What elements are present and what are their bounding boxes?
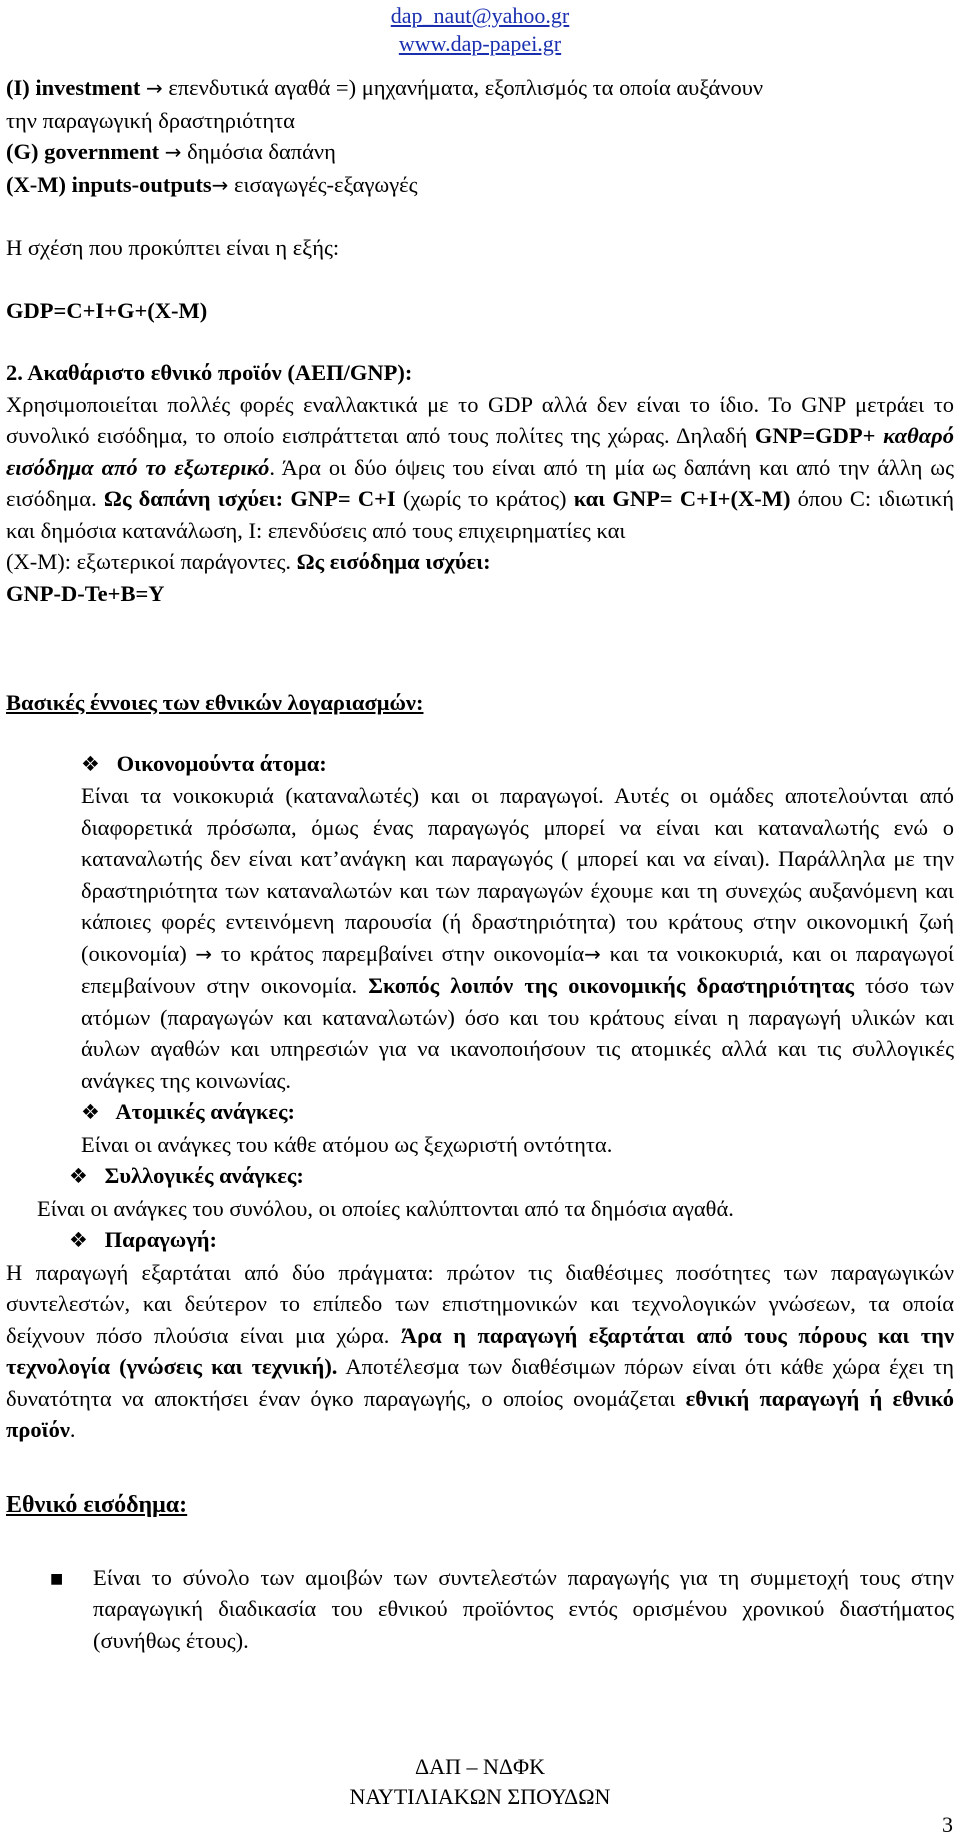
production-heading [69,1224,954,1257]
io-term: (X-M) inputs-outputs [6,171,212,197]
arrow-icon: → [195,941,213,966]
gdp-formula: GDP=C+I+G+(X-M) [6,297,208,323]
production-p1: Η παραγωγή εξαρτάται από δύο πράγματα: πρώτον τις διαθέσιμες ποσότητες των παραγωγικών συντελεστών, και δεύτερον το επίπεδο των επιστημονικών και τεχνολογικών γνώσεων, τα οποία δείχνουν πόσο πλούσια είναι μια χώρα. [6,1259,954,1348]
national-income-heading: Εθνικό εισόδημα: [6,1491,188,1518]
households-p1: Είναι τα νοικοκυριά (καταναλωτές) και οι παραγωγοί. Αυτές οι ομάδες αποτελούνται από διαφορετικά πρόσωπα, όμως ένας παραγωγός μπορεί να είναι και καταναλωτής ενώ ο καταναλωτής δεν είναι κατ’ανάγκη και παραγωγός ( μπορεί και να είναι). Παράλληλα με την δραστηριότητα των καταναλωτών και των παραγωγών έχουμε και τη συνεχώς αυξανόμενη και κάποιες φορές εντεινόμενη παρουσία (ή δραστηριότητα) του κράτους στην οικονομική ζωή (οικονομία) [81,783,954,966]
arrow-icon: → [584,941,601,966]
footer-line-2: ΝΑΥΤΙΛΙΑΚΩΝ ΣΠΟΥΔΩΝ [349,1784,611,1809]
header [6,2,954,58]
arrow-icon: → [164,140,182,164]
households-p2: το κράτος παρεμβαίνει στην οικονομία [212,940,585,966]
def-inputs-outputs [6,169,954,202]
gnp-s11: Ως εισόδημα ισχύει: [296,549,491,574]
basic-concepts-title: Βασικές έννοιες των εθνικών λογαριασμών: [6,690,424,715]
national-income-item [50,1562,954,1657]
collective-needs-heading-text: Συλλογικές ανάγκες: [104,1163,304,1188]
households-p5: τόσο των ατόμων (παραγωγών και καταναλωτών) όσο και του κράτους είναι η παραγωγή υλικών και άυλων αγαθών και υπηρεσιών για να ικανοποιήσουν τις ατομικές αλλά και τις συλλογικές ανάγκες της κοινωνίας. [81,973,954,1093]
gnp-s7: (χωρίς το κράτος) [395,486,574,511]
square-bullet-icon: ■ [50,1570,64,1587]
production-p2: Άρα η παραγωγή εξαρτάται από τους πόρους και την τεχνολογία (γνώσεις και τεχνική). [6,1322,955,1379]
production-p5: . [69,1417,76,1442]
page-number: 3 [942,1812,953,1837]
gnp-paragraph-2 [6,546,954,578]
collective-needs-heading [69,1160,954,1193]
production-heading-text: Παραγωγή: [104,1227,218,1252]
government-desc: δημόσια δαπάνη [181,139,336,164]
relation-text: Η σχέση που προκύπτει είναι η εξής: [6,235,340,260]
email-link[interactable]: dap_naut@yahoo.gr [390,3,570,28]
gnp-heading: 2. Ακαθάριστο εθνικό προϊόν (ΑΕΠ/GNP): [6,360,413,385]
households-heading [81,748,954,781]
individual-needs-heading-text: Ατομικές ανάγκες: [115,1099,295,1124]
diamond-bullet-icon: ❖ [81,1100,100,1124]
diamond-bullet-icon: ❖ [69,1228,88,1252]
government-term: (G) government [6,139,160,164]
gnp-s3: GNP=GDP+ [754,423,884,448]
def-government [6,136,954,169]
gnp-s8: και GNP= C+I+(X-M) [573,486,791,511]
investment-desc: επενδυτικά αγαθά =) μηχανήματα, εξοπλισμός τα οποία αυξάνουν [162,75,764,100]
gnp-income-formula: GNP-D-Te+B=Y [6,580,165,606]
diamond-bullet-icon: ❖ [69,1164,88,1188]
investment-term: (I) investment [6,75,141,100]
gnp-s5: . Άρα οι δύο όψεις του είναι από τη μία ως δαπάνη και από την άλλη ως εισόδημα. [6,454,954,511]
io-desc: εισαγωγές-εξαγωγές [228,171,418,197]
gnp-s10: (X-M): εξωτερικοί παράγοντες. [6,549,297,574]
gnp-s9: όπου C: ιδιωτική και δημόσια κατανάλωση, I: επενδύσεις από τους επιχειρηματίες και [6,486,954,543]
households-p3: και τα νοικοκυριά, και οι παραγωγοί επεμβαίνουν στην οικονομία. [81,940,954,998]
collective-needs-text: Είναι οι ανάγκες του συνόλου, οι οποίες καλύπτονται από τα δημόσια αγαθά. [37,1195,734,1221]
national-income-item-text: Είναι το σύνολο των αμοιβών των συντελεστών παραγωγής για τη συμμετοχή τους στην παραγωγική διαδικασία του εθνικού προϊόντος εντός ορισμένου χρονικού διαστήματος (συνήθως έτους). [93,1564,954,1653]
gnp-s6: Ως δαπάνη ισχύει: GNP= C+I [103,486,396,511]
arrow-icon: → [145,76,163,100]
individual-needs-heading [81,1096,954,1129]
gnp-s2: Δηλαδή [675,423,755,448]
investment-desc-2: την παραγωγική δραστηριότητα [6,107,295,133]
individual-needs-text: Είναι οι ανάγκες του κάθε ατόμου ως ξεχωριστή οντότητα. [81,1131,613,1157]
document-page [6,0,954,1656]
households-paragraph [81,780,954,1096]
households-p4: Σκοπός λοιπόν της οικονομικής δραστηριότητας [368,973,854,998]
households-heading-text: Οικονομούντα άτομα: [116,750,327,776]
production-paragraph [6,1257,954,1446]
footer-line-1: ΔΑΠ – ΝΔΦΚ [415,1754,545,1779]
arrow-icon: → [211,172,229,197]
diamond-bullet-icon: ❖ [81,751,100,776]
footer [0,1752,960,1812]
def-investment [6,72,954,136]
website-link[interactable]: www.dap-papei.gr [398,31,562,56]
production-p3: Αποτέλεσμα των διαθέσιμων πόρων είναι ότι κάθε χώρα έχει τη δυνατότητα να αποκτήσει έναν όγκο παραγωγής, ο οποίος ονομάζεται [6,1354,954,1411]
gnp-paragraph [6,389,954,547]
gnp-s1: Χρησιμοποιείται πολλές φορές εναλλακτικά με το GDP αλλά δεν είναι το ίδιο. Το GNP μετράει το συνολικό εισόδημα, το οποίο εισπράττεται από τους πολίτες της χώρας. [6,391,954,448]
production-p4: εθνική παραγωγή ή εθνικό προϊόν [6,1385,955,1442]
gnp-s4: καθαρό εισόδημα από το εξωτερικό [6,423,954,480]
